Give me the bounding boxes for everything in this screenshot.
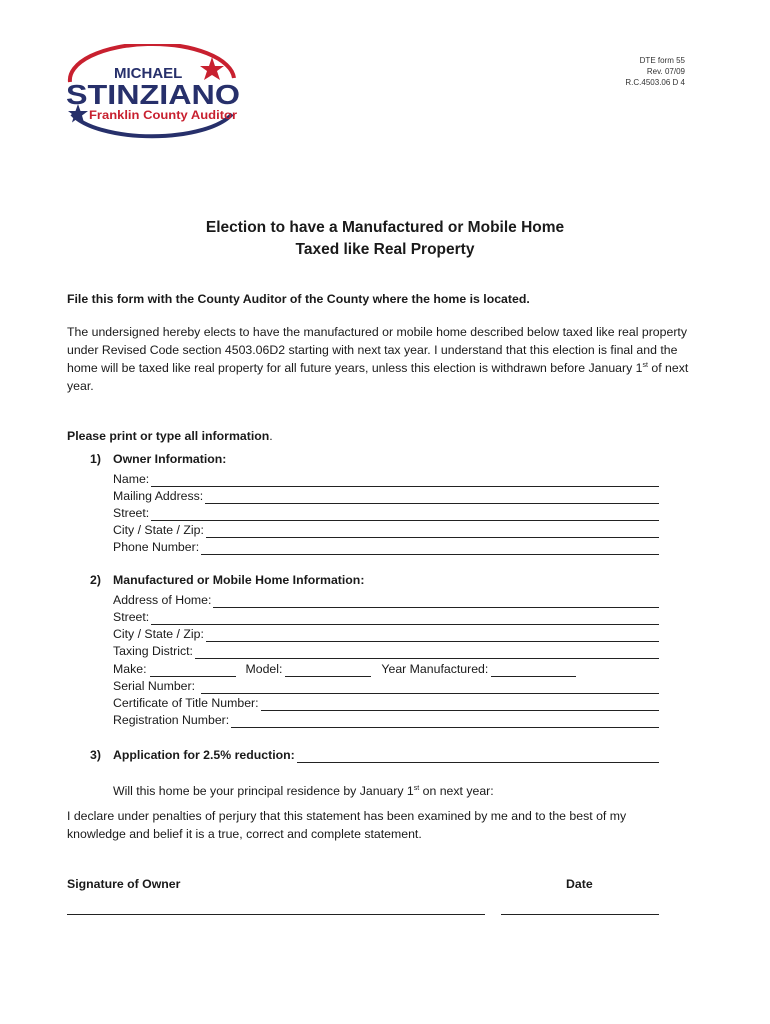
section-3-reduction-field[interactable]: 3) Application for 2.5% reduction: xyxy=(90,746,659,763)
owner-name-field[interactable]: Name: xyxy=(113,470,659,487)
election-paragraph: The undersigned hereby elects to have the manufactured or mobile home described below taxed like real property under Revised Code section 4503.06D2 starting with next tax year. I understand that this election is final and the home will be taxed like real property for all future years, unless this election is withdrawn before January 1st of next year. xyxy=(67,325,689,393)
owner-city-input-line[interactable] xyxy=(206,525,659,538)
form-title-line1: Election to have a Manufactured or Mobile Home xyxy=(205,219,565,236)
section-3-heading: Application for 2.5% reduction: xyxy=(113,748,295,762)
form-number: DTE form 55 xyxy=(639,56,685,65)
serial-number-input-line[interactable] xyxy=(201,681,659,694)
section-2-heading: 2) Manufactured or Mobile Home Information: xyxy=(90,573,365,587)
model-label: Model: xyxy=(245,662,283,676)
model-input-line[interactable] xyxy=(285,664,371,677)
reduction-input-line[interactable] xyxy=(297,750,659,763)
filing-instruction: File this form with the County Auditor of the County where the home is located. xyxy=(67,292,530,306)
date-signature-line[interactable] xyxy=(501,914,659,915)
make-label: Make: xyxy=(113,662,147,676)
logo-subtitle: Franklin County Auditor xyxy=(89,108,238,122)
form-code-reference: R.C.4503.06 D 4 xyxy=(625,78,685,87)
make-model-year-row xyxy=(113,660,576,677)
logo-first-name: MICHAEL xyxy=(114,65,183,82)
section-1-heading: 1) Owner Information: xyxy=(90,452,227,466)
form-title-line2: Taxed like Real Property xyxy=(295,241,475,258)
county-auditor-logo xyxy=(62,44,252,146)
owner-phone-input-line[interactable] xyxy=(201,542,659,555)
registration-number-field[interactable]: Registration Number: xyxy=(113,711,659,728)
home-city-state-zip-field[interactable]: City / State / Zip: xyxy=(113,625,659,642)
date-label: Date xyxy=(566,877,593,891)
logo-last-name: STINZIANO xyxy=(66,79,240,110)
year-manufactured-input-line[interactable] xyxy=(491,664,576,677)
serial-number-field[interactable]: Serial Number: xyxy=(113,677,659,694)
perjury-declaration: I declare under penalties of perjury that this statement has been examined by me and to the best of my knowledge and belief it is a true, correct and complete statement. xyxy=(67,809,627,841)
owner-signature-line[interactable] xyxy=(67,914,485,915)
home-city-input-line[interactable] xyxy=(206,629,659,642)
year-manufactured-label: Year Manufactured: xyxy=(381,662,489,676)
principal-residence-question: Will this home be your principal residence by January 1st on next year: xyxy=(113,784,494,798)
print-notice: Please print or type all information. xyxy=(67,429,273,443)
form-reference xyxy=(625,55,685,88)
owner-street-field[interactable]: Street: xyxy=(113,504,659,521)
signature-of-owner-label: Signature of Owner xyxy=(67,877,181,891)
registration-number-input-line[interactable] xyxy=(231,715,659,728)
make-input-line[interactable] xyxy=(150,664,236,677)
owner-mailing-address-field[interactable]: Mailing Address: xyxy=(113,487,659,504)
mailing-address-input-line[interactable] xyxy=(205,491,659,504)
certificate-of-title-field[interactable]: Certificate of Title Number: xyxy=(113,694,659,711)
taxing-district-field[interactable]: Taxing District: xyxy=(113,642,659,659)
form-revision: Rev. 07/09 xyxy=(646,67,685,76)
home-street-input-line[interactable] xyxy=(151,612,659,625)
owner-city-state-zip-field[interactable]: City / State / Zip: xyxy=(113,521,659,538)
logo-graphic xyxy=(62,44,252,146)
owner-phone-field[interactable]: Phone Number: xyxy=(113,538,659,555)
home-address-field[interactable]: Address of Home: xyxy=(113,591,659,608)
title-number-input-line[interactable] xyxy=(261,698,659,711)
home-street-field[interactable]: Street: xyxy=(113,608,659,625)
home-address-input-line[interactable] xyxy=(213,595,659,608)
owner-name-input-line[interactable] xyxy=(151,474,659,487)
owner-street-input-line[interactable] xyxy=(151,508,659,521)
taxing-district-input-line[interactable] xyxy=(195,646,659,659)
